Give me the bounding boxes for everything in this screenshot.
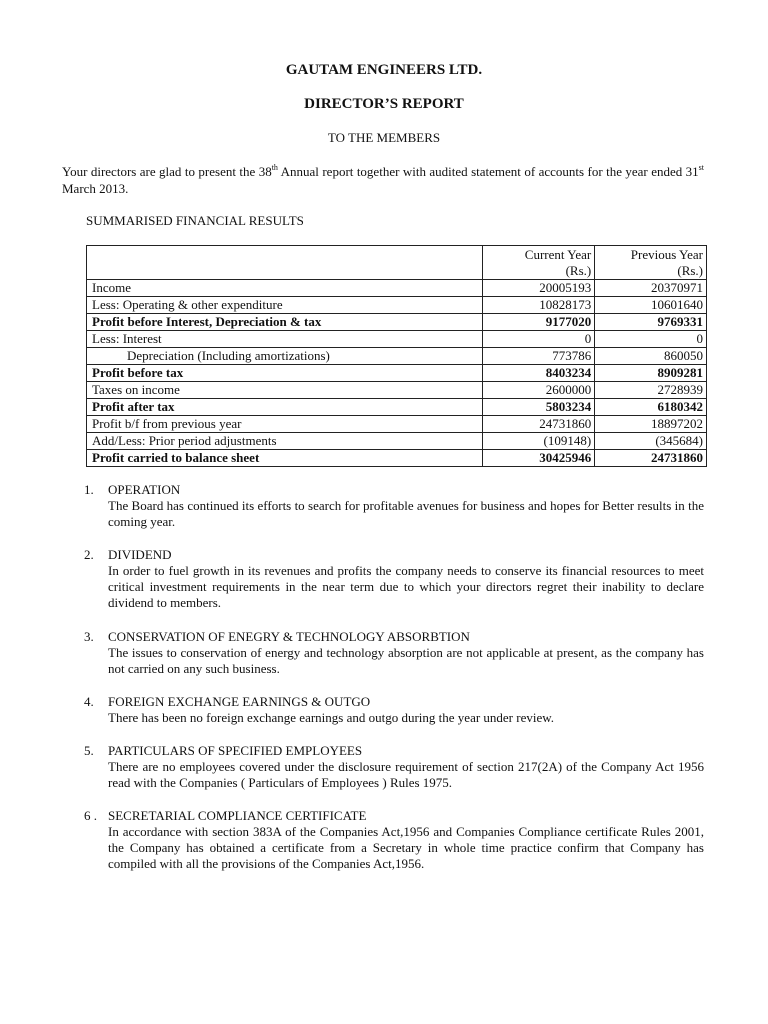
section-body: There has been no foreign exchange earnings and outgo during the year under review.: [108, 710, 555, 725]
row-current: (109148): [483, 433, 595, 450]
section-heading: FOREIGN EXCHANGE EARNINGS & OUTGO: [108, 694, 371, 709]
row-previous: 860050: [595, 348, 707, 365]
summary-heading: SUMMARISED FINANCIAL RESULTS: [86, 213, 304, 228]
section-body: In accordance with section 383A of the Companies Act,1956 and Companies Compliance certificate Rules 2001, the Company has obtained a certificate from a Secretary in whole time practice confirm that Company has compiled with all the provisions of the Companies Act,1956.: [108, 824, 704, 871]
section-number: 1.: [84, 482, 94, 497]
row-previous: 10601640: [595, 297, 707, 314]
row-previous: 9769331: [595, 314, 707, 331]
section-body: The Board has continued its efforts to search for profitable avenues for business and hopes for Better results in the coming year.: [108, 498, 704, 529]
table-row: [87, 365, 707, 382]
section-heading: SECRETARIAL COMPLIANCE CERTIFICATE: [108, 808, 367, 823]
intro-text-1: Your directors are glad to present the 38: [62, 164, 272, 179]
header-previous-line1: Previous Year: [630, 247, 703, 262]
row-current: 2600000: [483, 382, 595, 399]
row-label: Profit before Interest, Depreciation & tax: [87, 314, 483, 331]
section-heading: PARTICULARS OF SPECIFIED EMPLOYEES: [108, 743, 363, 758]
table-row: [87, 331, 707, 348]
table-row: [87, 433, 707, 450]
header-previous-year: [595, 246, 707, 280]
row-current: 30425946: [483, 450, 595, 467]
row-label: Less: Interest: [87, 331, 483, 348]
row-current: 773786: [483, 348, 595, 365]
row-previous: 6180342: [595, 399, 707, 416]
table-row: [87, 382, 707, 399]
section-body: The issues to conservation of energy and technology absorption are not applicable at present, as the company has not carried on any such business.: [108, 645, 704, 676]
section-body: There are no employees covered under the disclosure requirement of section 217(2A) of the Company Act 1956 read with the Companies ( Particulars of Employees ) Rules 1975.: [108, 759, 704, 790]
intro-text-3: March 2013.: [62, 181, 129, 196]
row-label: Less: Operating & other expenditure: [87, 297, 483, 314]
intro-sup-1: th: [271, 162, 278, 172]
row-current: 9177020: [483, 314, 595, 331]
financial-results-table: [86, 245, 707, 467]
row-current: 5803234: [483, 399, 595, 416]
intro-sup-2: st: [698, 162, 705, 172]
row-label: Depreciation (Including amortizations): [87, 348, 483, 365]
row-previous: (345684): [595, 433, 707, 450]
intro-paragraph: [62, 163, 704, 197]
table-row: [87, 399, 707, 416]
table-row: [87, 450, 707, 467]
row-previous: 8909281: [595, 365, 707, 382]
header-current-line2: (Rs.): [565, 263, 592, 278]
header-previous-line2: (Rs.): [677, 263, 703, 278]
row-current: 10828173: [483, 297, 595, 314]
header-blank-cell: [87, 246, 483, 280]
row-current: 20005193: [483, 280, 595, 297]
row-current: 24731860: [483, 416, 595, 433]
row-previous: 20370971: [595, 280, 707, 297]
row-current: 0: [483, 331, 595, 348]
row-previous: 2728939: [595, 382, 707, 399]
row-label: Profit before tax: [87, 365, 483, 382]
section-heading: OPERATION: [108, 482, 181, 497]
section-number: 2.: [84, 547, 94, 562]
table-row: [87, 280, 707, 297]
section-body: In order to fuel growth in its revenues and profits the company needs to conserve its financial resources to meet critical investment requirements in the near term due to which your directors regret their inability to declare dividend to members.: [108, 563, 704, 610]
table-row: [87, 348, 707, 365]
header-current-line1: Current Year: [524, 247, 592, 262]
table-row: [87, 314, 707, 331]
section-number: 3.: [84, 629, 94, 644]
row-label: Profit b/f from previous year: [87, 416, 483, 433]
report-title: DIRECTOR’S REPORT: [304, 96, 464, 112]
row-previous: 0: [595, 331, 707, 348]
header-current-year: [483, 246, 595, 280]
row-label: Profit after tax: [87, 399, 483, 416]
section-heading: CONSERVATION OF ENEGRY & TECHNOLOGY ABSORBTION: [108, 629, 470, 644]
section-number: 6 .: [84, 808, 97, 823]
section-number: 5.: [84, 743, 94, 758]
section-heading: DIVIDEND: [108, 547, 172, 562]
row-current: 8403234: [483, 365, 595, 382]
salutation: TO THE MEMBERS: [327, 130, 441, 145]
row-label: Profit carried to balance sheet: [87, 450, 483, 467]
table-header-row: [87, 246, 707, 280]
intro-text-2: Annual report together with audited statement of accounts for the year ended 31: [277, 164, 699, 179]
row-label: Income: [87, 280, 483, 297]
table-row: [87, 416, 707, 433]
row-label: Add/Less: Prior period adjustments: [87, 433, 483, 450]
row-label: Taxes on income: [87, 382, 483, 399]
row-previous: 18897202: [595, 416, 707, 433]
company-name: GAUTAM ENGINEERS LTD.: [285, 62, 483, 78]
row-previous: 24731860: [595, 450, 707, 467]
section-number: 4.: [84, 694, 94, 709]
table-row: [87, 297, 707, 314]
